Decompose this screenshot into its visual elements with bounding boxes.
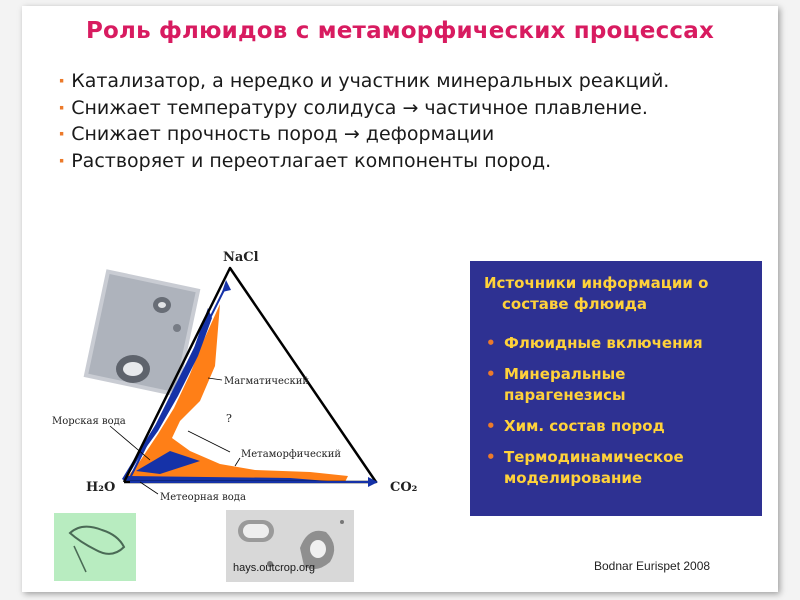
photo-credit: hays.outcrop.org (233, 562, 315, 574)
ternary-diagram-svg (40, 246, 470, 591)
bullet-item: · Растворяет и переотлагает компоненты пород. (58, 149, 552, 172)
vertex-label-co2: CO₂ (390, 480, 418, 495)
bullet-dot: · (58, 70, 66, 92)
label-metamorphic: Метаморфический (241, 449, 342, 460)
vertex-label-h2o: H₂O (86, 480, 116, 495)
bullet-dot: · (58, 123, 66, 145)
sources-heading: Источники информации о составе флюида (484, 274, 709, 313)
bullet-dot: · (58, 96, 66, 119)
sources-list (484, 333, 750, 489)
label-seawater: Морская вода (52, 416, 126, 427)
list-item: • Хим. состав пород (486, 417, 665, 435)
ternary-diagram (40, 246, 470, 591)
inclusion-photo-bottom-left (54, 513, 136, 581)
vertex-label-nacl: NaCl (223, 250, 259, 265)
slide (22, 6, 778, 592)
source-credit: Bodnar Eurispet 2008 (594, 559, 711, 573)
bullet-list (58, 68, 748, 174)
list-item: • Флюидные включения (486, 334, 703, 352)
label-magmatic: Магматический (224, 376, 310, 387)
bullet-item: · Снижает температуру солидуса → частичное плавление. (58, 96, 648, 119)
slide-title: Роль флюидов с метаморфических процессах (85, 18, 715, 44)
list-item: • Минеральные парагенезисы (486, 365, 626, 404)
bullet-item: · Снижает прочность пород → деформации (58, 123, 495, 145)
list-item: • Термодинамическое моделирование (486, 448, 684, 487)
bullet-dot: · (58, 149, 66, 172)
label-unknown: ? (226, 412, 232, 425)
sources-box (470, 261, 762, 516)
label-meteoric: Метеорная вода (160, 492, 246, 503)
bullet-item: · Катализатор, а нередко и участник минеральных реакций. (58, 70, 670, 92)
